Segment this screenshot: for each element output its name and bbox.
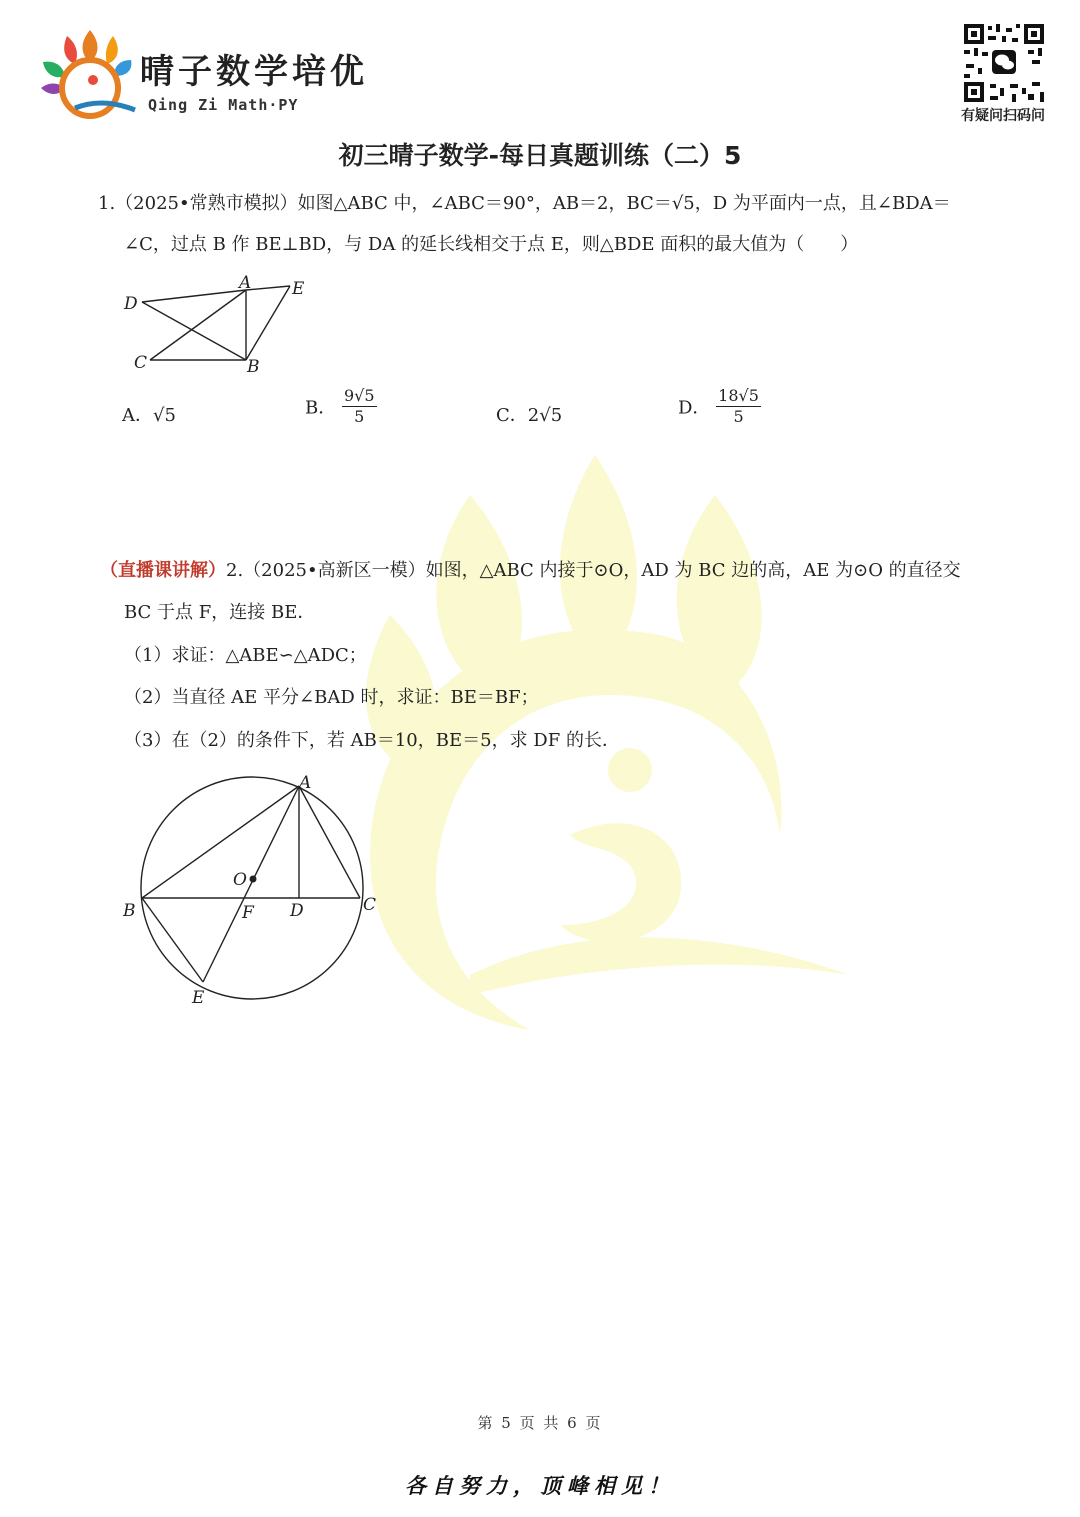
label-E: E (192, 988, 205, 1008)
q2-tag: （直播课讲解） (100, 560, 226, 581)
q1-figure (120, 272, 320, 378)
qr-code-icon[interactable] (962, 22, 1046, 104)
q1-stem-line2: ∠C，过点 B 作 BE⊥BD，与 DA 的延长线相交于点 E，则△BDE 面积的最大值为（ ） (124, 234, 859, 255)
q2-part-2: （2）当直径 AE 平分∠BAD 时，求证：BE＝BF； (124, 687, 539, 708)
q2-stem-line1: （直播课讲解）2.（2025•高新区一模）如图，△ABC 内接于⊙O，AD 为 BC 边的高，AE 为⊙O 的直径交 (100, 560, 961, 581)
q1-option-d[interactable]: D． $\frac{18√5}{5}$ (678, 386, 759, 426)
label-A: A (239, 273, 252, 293)
label-B: B (247, 357, 260, 377)
q2-part-3: （3）在（2）的条件下，若 AB＝10，BE＝5，求 DF 的长． (124, 730, 620, 751)
brand-name: 晴子数学培优 (140, 52, 368, 92)
seg-CA (150, 290, 246, 360)
seg-BE (246, 286, 290, 360)
q1-stem-line1: 1.（2025•常熟市模拟）如图△ABC 中，∠ABC＝90°，AB＝2，BC＝√5，D 为平面内一点，且∠BDA＝ (98, 193, 951, 214)
brand-logo (35, 22, 140, 122)
label-D: D (124, 294, 138, 314)
label-O: O (233, 870, 247, 890)
center-O (250, 876, 257, 883)
page-title: 初三晴子数学-每日真题训练（二）5 (338, 141, 742, 170)
q1-option-b[interactable]: B． $\frac{9√5}{5}$ (305, 386, 375, 426)
page-number: 第 5 页 共 6 页 (477, 1414, 603, 1432)
label-A: A (299, 773, 312, 793)
q1-option-a[interactable]: A．√5 (122, 405, 176, 426)
q2-part-1: （1）求证：△ABE∽△ADC； (124, 645, 367, 666)
label-D: D (290, 901, 304, 921)
label-C: C (134, 353, 148, 373)
circle-O (141, 777, 363, 999)
seg-DB (142, 302, 246, 360)
label-B: B (123, 901, 136, 921)
seg-AC (299, 786, 360, 898)
label-C: C (363, 895, 377, 915)
qr-caption: 有疑问扫码问 (961, 108, 1045, 124)
label-F: F (242, 903, 254, 923)
seg-DA (142, 290, 246, 302)
q2-stem-line2: BC 于点 F，连接 BE． (124, 602, 316, 623)
seg-AB (142, 786, 299, 898)
seg-AE (203, 786, 299, 982)
seg-AE (246, 286, 290, 290)
footer-slogan: 各自努力，顶峰相见！ (405, 1473, 675, 1498)
q2-figure (115, 770, 385, 1010)
q1-option-c[interactable]: C．2√5 (496, 405, 563, 426)
seg-BE (142, 898, 203, 982)
brand-subtitle: Qing Zi Math·PY (148, 96, 299, 114)
label-E: E (292, 279, 305, 299)
